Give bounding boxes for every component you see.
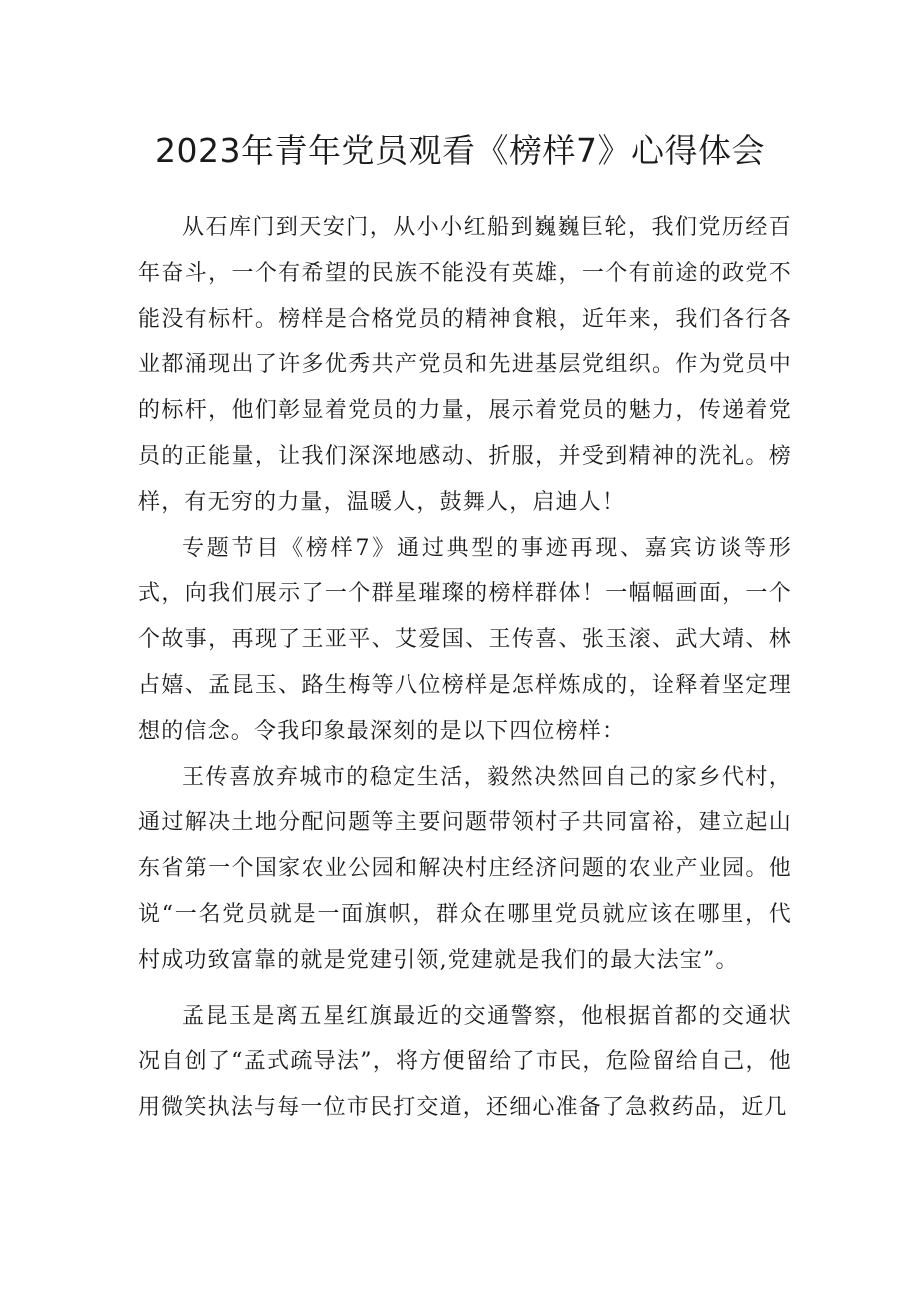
document-body (138, 205, 792, 1131)
paragraph-wang-chuanxi: 王传喜放弃城市的稳定生活，毅然决然回自己的家乡代村，通过解决土地分配问题等主要问题带领村子共同富裕，建立起山东省第一个国家农业公园和解决村庄经济问题的农业产业园。他说“一名党员就是一面旗帜，群众在哪里党员就应该在哪里，代村成功致富靠的就是党建引领,党建就是我们的最大法宝”。 (138, 764, 792, 973)
paragraph-program: 专题节目《榜样7》通过典型的事迹再现、嘉宾访谈等形式，向我们展示了一个群星璀璨的榜样群体！一幅幅画面，一个个故事，再现了王亚平、艾爱国、王传喜、张玉滚、武大靖、林占嬉、孟昆玉、路生梅等八位榜样是怎样炼成的，诠释着坚定理想的信念。令我印象最深刻的是以下四位榜样： (138, 535, 792, 744)
document-title: 2023年青年党员观看《榜样7》心得体会 (155, 131, 765, 170)
paragraph-meng-kunyu: 孟昆玉是离五星红旗最近的交通警察，他根据首都的交通状况自创了“孟式疏导法”，将方便留给了市民，危险留给自己，他用微笑执法与每一位市民打交道，还细心准备了急救药品，近几 (138, 1003, 792, 1121)
paragraph-intro: 从石库门到天安门，从小小红船到巍巍巨轮，我们党历经百年奋斗，一个有希望的民族不能没有英雄，一个有前途的政党不能没有标杆。榜样是合格党员的精神食粮，近年来，我们各行各业都涌现出了许多优秀共产党员和先进基层党组织。作为党员中的标杆，他们彰显着党员的力量，展示着党员的魅力，传递着党员的正能量，让我们深深地感动、折服，并受到精神的洗礼。榜样，有无穷的力量，温暖人，鼓舞人，启迪人！ (138, 215, 792, 515)
